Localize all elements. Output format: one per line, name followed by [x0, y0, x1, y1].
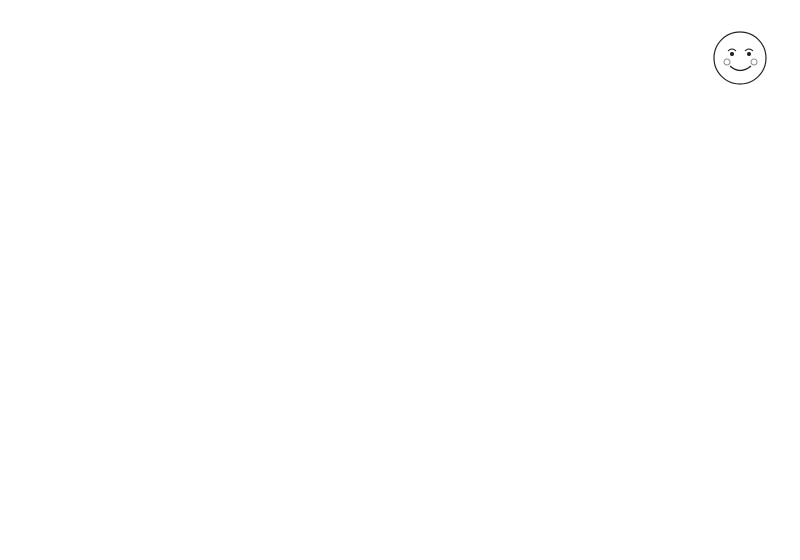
- treasure-path: [412, 178, 792, 288]
- word-offer: [428, 150, 790, 174]
- offer-line-2: [428, 163, 464, 173]
- right-page: [400, 0, 800, 560]
- sun-illustration: [690, 6, 790, 106]
